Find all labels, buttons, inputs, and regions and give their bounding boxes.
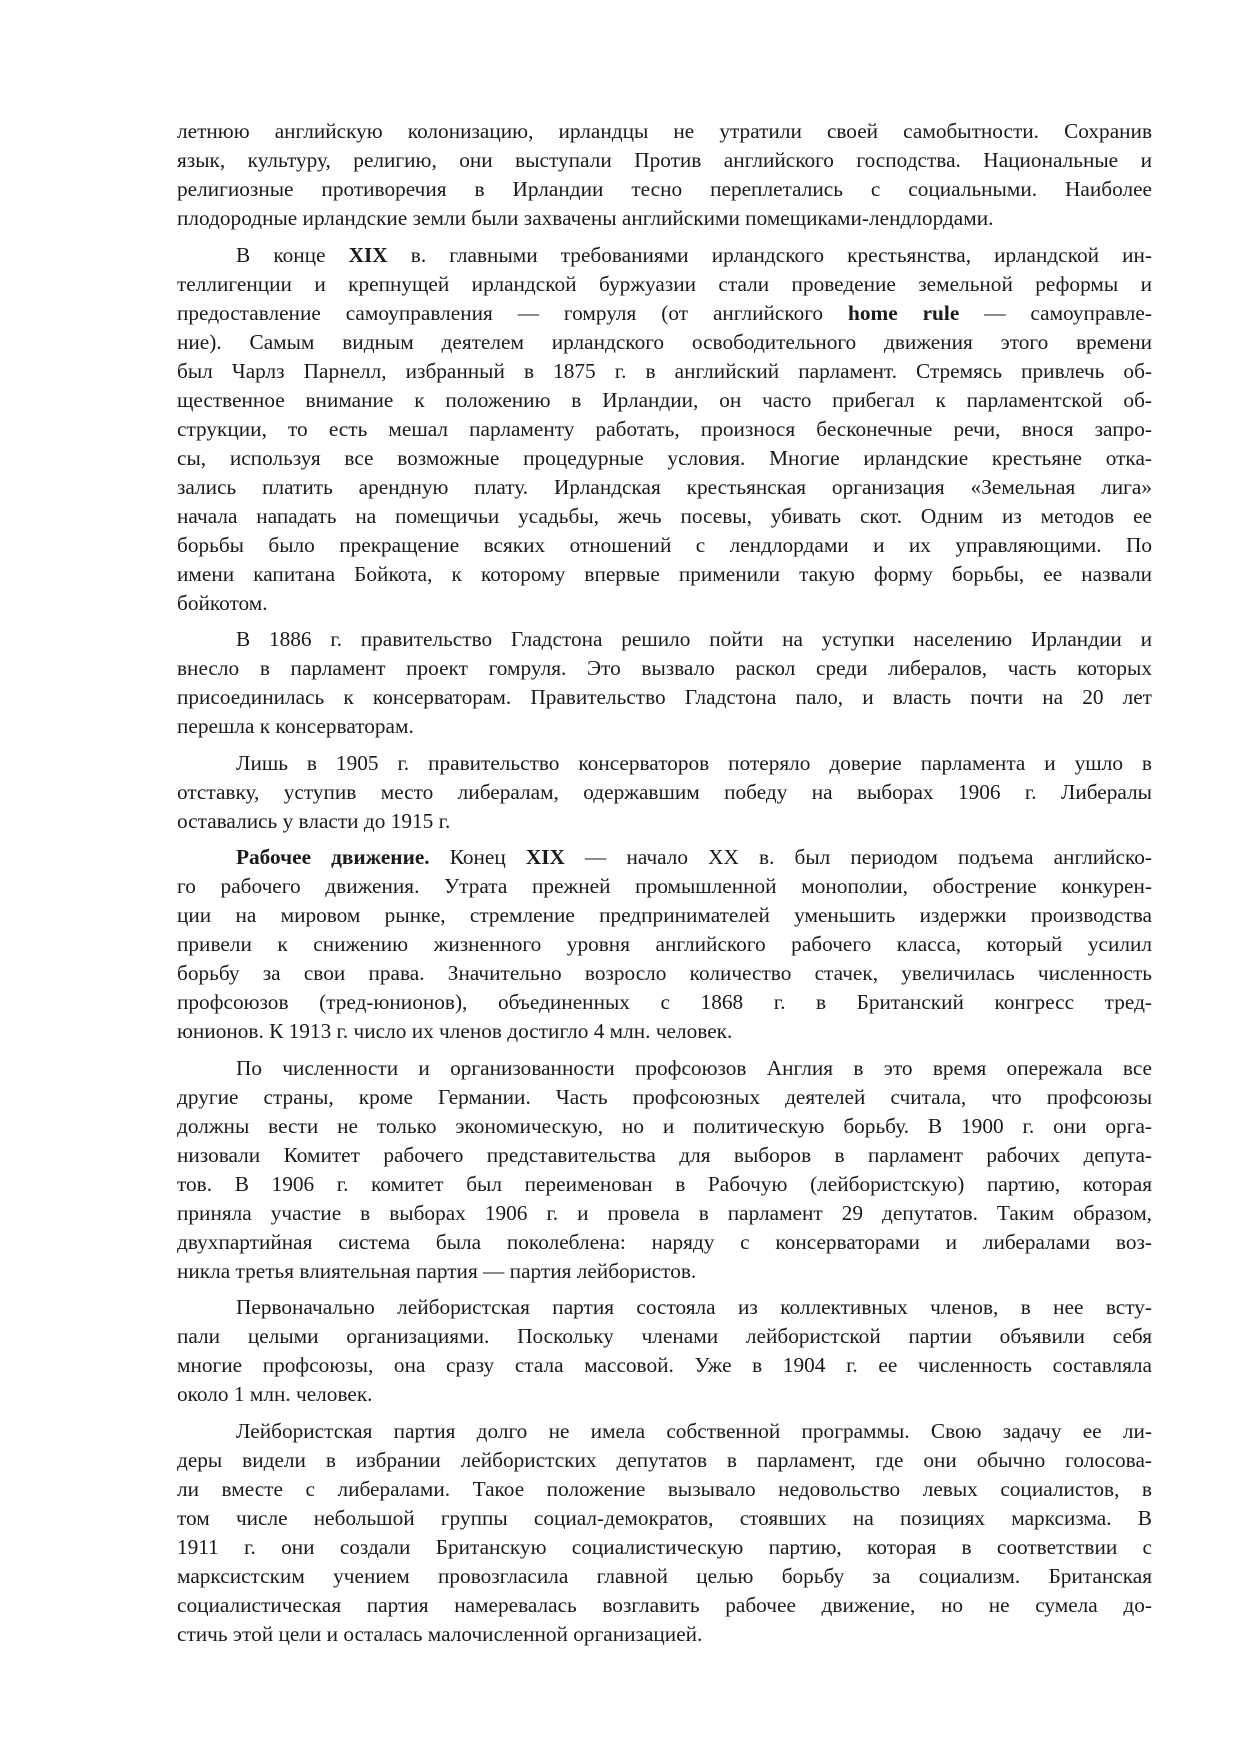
text-run: Конец [429,845,526,869]
text-line: многие профсоюзы, она сразу стала массовой. Уже в 1904 г. ее численность составляла [177,1353,1152,1377]
text-line: присоединилась к консерваторам. Правительство Гладстона пало, и власть почти на 20 лет [177,685,1152,709]
paragraph [177,241,1152,618]
text-run: — самоуправле- [959,300,1152,325]
text-line: щественное внимание к положению в Ирландии, он часто прибегал к парламентской об- [177,387,1152,412]
text-line: ние). Самым видным деятелем ирландского освободительного движения этого времени [177,329,1152,354]
paragraph [177,1417,1152,1649]
text-run: В конце [236,242,349,267]
document-page [177,117,1152,1656]
text-line: внесло в парламент проект гомруля. Это вызвало раскол среди либералов, часть которых [177,656,1152,680]
text-line: ли вместе с либералами. Такое положение вызывало недовольство левых социалистов, в [177,1476,1152,1501]
paragraph [177,1293,1152,1409]
text-line: Первоначально лейбористская партия состояла из коллективных членов, в нее всту- [236,1295,1152,1319]
bold-term: XIX [525,845,565,869]
text-line: приняла участие в выборах 1906 г. и провела в парламент 29 депутатов. Таким образом, [177,1200,1152,1225]
text-line: деры видели в избрании лейбористских депутатов в парламент, где они обычно голосова- [177,1447,1152,1472]
text-line: имени капитана Бойкота, к которому впервые применили такую форму борьбы, ее назвали [177,561,1152,586]
text-line: борьбы было прекращение всяких отношений с лендлордами и их управляющими. По [177,532,1152,557]
text-line: начала нападать на помещичьи усадьбы, жечь посевы, убивать скот. Одним из методов ее [177,503,1152,528]
text-line: никла третья влиятельная партия — партия лейбористов. [177,1258,697,1283]
text-line: борьбу за свои права. Значительно возросло количество стачек, увеличилась численность [177,961,1152,985]
text-line: отставку, уступив место либералам, одержавшим победу на выборах 1906 г. Либералы [177,779,1152,804]
text-line: летнюю английскую колонизацию, ирландцы не утратили своей самобытности. Сохранив [177,119,1152,143]
text-line: сы, используя все возможные процедурные условия. Многие ирландские крестьяне отка- [177,445,1152,470]
text-line: марксистским учением провозгласила главной целью борьбу за социализм. Британская [177,1563,1152,1588]
paragraph [177,749,1152,836]
text-line [177,299,1152,328]
text-line: ции на мировом рынке, стремление предпринимателей уменьшить издержки производства [177,903,1152,927]
bold-term: XIX [348,242,388,267]
paragraph [177,625,1152,741]
text-line: должны вести не только экономическую, но и политическую борьбу. В 1900 г. они орга- [177,1113,1152,1138]
text-line: По численности и организованности профсоюзов Англия в это время опережала все [236,1055,1152,1080]
text-line: привели к снижению жизненного уровня английского рабочего класса, который усилил [177,932,1152,956]
text-line: теллигенции и крепнущей ирландской буржуазии стали проведение земельной реформы и [177,271,1152,296]
text-run: предоставление самоуправления — гомруля (от английского [177,300,848,325]
paragraph [177,1054,1152,1286]
paragraph [177,117,1152,233]
bold-term: home rule [848,300,960,325]
text-line: Лишь в 1905 г. правительство консерваторов потеряло доверие парламента и ушло в [236,750,1152,775]
text-line [177,843,1152,872]
text-run: — начало XX в. был периодом подъема английско- [564,845,1152,869]
text-line [177,241,1152,270]
text-line: двухпартийная система была поколеблена: наряду с консерваторами и либералами воз- [177,1229,1152,1254]
text-line: язык, культуру, религию, они выступали Против английского господства. Национальные и [177,148,1152,172]
text-line: Лейбористская партия долго не имела собственной программы. Свою задачу ее ли- [236,1418,1152,1443]
bold-term: Рабочее движение. [236,845,430,869]
text-line: го рабочего движения. Утрата прежней промышленной монополии, обострение конкурен- [177,874,1152,898]
text-line: 1911 г. они создали Британскую социалистическую партию, которая в соответствии с [177,1534,1152,1559]
text-run: в. главными требованиями ирландского крестьянства, ирландской ин- [387,242,1153,267]
text-line: том числе небольшой группы социал-демократов, стоявших на позициях марксизма. В [177,1505,1152,1530]
text-line: плодородные ирландские земли были захвачены английскими помещиками-лендлордами. [177,206,994,230]
text-line: социалистическая партия намеревалась возглавить рабочее движение, но не сумела до- [177,1592,1152,1617]
text-line: В 1886 г. правительство Гладстона решило пойти на уступки населению Ирландии и [236,627,1152,651]
text-line: струкции, то есть мешал парламенту работать, произнося бесконечные речи, внося запро- [177,416,1152,441]
text-line: юнионов. К 1913 г. число их членов достигло 4 млн. человек. [177,1019,733,1043]
text-line: тов. В 1906 г. комитет был переименован в Рабочую (лейбористскую) партию, которая [177,1171,1152,1196]
text-line: профсоюзов (тред-юнионов), объединенных с 1868 г. в Британский конгресс тред- [177,990,1152,1014]
text-line: бойкотом. [177,590,268,615]
text-line: оставались у власти до 1915 г. [177,808,451,833]
text-line: около 1 млн. человек. [177,1382,373,1406]
text-line: низовали Комитет рабочего представительства для выборов в парламент рабочих депута- [177,1142,1152,1167]
text-line: другие страны, кроме Германии. Часть профсоюзных деятелей считала, что профсоюзы [177,1084,1152,1109]
text-line: религиозные противоречия в Ирландии тесно переплетались с социальными. Наиболее [177,177,1152,201]
text-line: пали целыми организациями. Поскольку членами лейбористской партии объявили себя [177,1324,1152,1348]
paragraph [177,843,1152,1046]
text-line: перешла к консерваторам. [177,714,414,738]
text-line: зались платить арендную плату. Ирландская крестьянская организация «Земельная лига» [177,474,1152,499]
text-line: был Чарлз Парнелл, избранный в 1875 г. в английский парламент. Стремясь привлечь об- [177,358,1152,383]
text-line: стичь этой цели и осталась малочисленной организацией. [177,1621,703,1646]
